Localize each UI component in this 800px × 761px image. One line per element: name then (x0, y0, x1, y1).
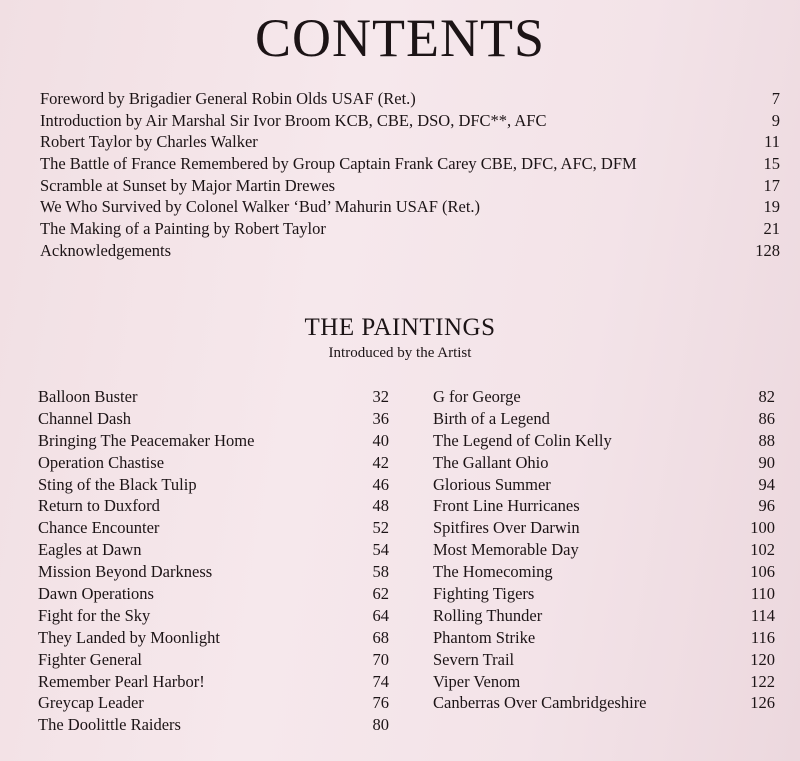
painting-page-number: 94 (758, 474, 775, 494)
entry-page-number: 19 (763, 197, 780, 217)
painting-entry (433, 517, 775, 539)
painting-page-number: 62 (372, 584, 389, 604)
painting-page-number: 114 (750, 605, 775, 625)
painting-title: Severn Trail (433, 649, 515, 669)
contents-entry (40, 175, 780, 197)
paintings-list-right (433, 386, 775, 714)
painting-entry (38, 474, 389, 496)
painting-page-number: 52 (372, 518, 389, 538)
painting-entry (38, 495, 389, 517)
painting-title: The Doolittle Raiders (38, 715, 181, 735)
painting-page-number: 76 (372, 693, 389, 713)
painting-entry (433, 627, 775, 649)
page-title: CONTENTS (255, 8, 545, 68)
entry-title: Scramble at Sunset by Major Martin Drewes (40, 175, 336, 195)
paintings-heading: THE PAINTINGS (304, 314, 496, 341)
contents-entry (40, 131, 780, 153)
painting-title: Phantom Strike (433, 627, 536, 647)
painting-title: Sting of the Black Tulip (38, 474, 197, 494)
painting-title: Remember Pearl Harbor! (38, 671, 205, 691)
painting-entry (433, 692, 775, 714)
painting-entry (38, 430, 389, 452)
painting-title: Operation Chastise (38, 452, 165, 472)
entry-page-number: 9 (771, 110, 780, 130)
painting-entry (433, 474, 775, 496)
painting-page-number: 54 (372, 540, 389, 560)
painting-entry (38, 671, 389, 693)
painting-title: The Homecoming (433, 562, 553, 582)
painting-entry (433, 605, 775, 627)
painting-entry (433, 539, 775, 561)
painting-page-number: 68 (372, 627, 389, 647)
painting-entry (433, 671, 775, 693)
painting-entry (38, 517, 389, 539)
painting-title: The Gallant Ohio (433, 452, 549, 472)
painting-title: They Landed by Moonlight (38, 627, 220, 647)
painting-title: Spitfires Over Darwin (433, 518, 580, 538)
painting-page-number: 82 (758, 387, 775, 406)
entry-page-number: 21 (763, 219, 780, 239)
painting-title: Channel Dash (38, 408, 132, 428)
painting-entry (433, 430, 775, 452)
entry-title: Foreword by Brigadier General Robin Olds USAF (Ret.) (40, 89, 416, 108)
painting-title: Eagles at Dawn (38, 540, 142, 560)
painting-page-number: 96 (758, 496, 775, 516)
painting-page-number: 48 (372, 496, 389, 516)
painting-page-number: 40 (372, 430, 389, 450)
painting-entry (38, 452, 389, 474)
entry-title: Acknowledgements (40, 240, 172, 260)
painting-title: Chance Encounter (38, 518, 160, 538)
contents-entry (40, 240, 780, 262)
painting-title: Glorious Summer (433, 474, 551, 494)
entry-title: Robert Taylor by Charles Walker (40, 132, 258, 152)
painting-entry (433, 649, 775, 671)
contents-entry (40, 218, 780, 240)
painting-title: Return to Duxford (38, 496, 160, 516)
contents-entry (40, 88, 780, 110)
painting-title: Mission Beyond Darkness (38, 562, 213, 582)
painting-page-number: 120 (750, 649, 775, 669)
painting-title: Fighting Tigers (433, 584, 535, 604)
painting-page-number: 64 (372, 605, 389, 625)
painting-title: Front Line Hurricanes (433, 496, 580, 516)
painting-page-number: 58 (372, 562, 389, 582)
painting-page-number: 116 (750, 627, 775, 647)
entry-title: The Making of a Painting by Robert Taylor (40, 219, 326, 239)
painting-entry (38, 605, 389, 627)
painting-page-number: 42 (372, 452, 389, 472)
painting-title: Most Memorable Day (433, 540, 579, 560)
entry-page-number: 128 (755, 240, 780, 260)
painting-entry (433, 408, 775, 430)
painting-page-number: 100 (750, 518, 775, 538)
painting-page-number: 90 (758, 452, 775, 472)
contents-entry (40, 153, 780, 175)
painting-entry (433, 452, 775, 474)
painting-page-number: 86 (758, 408, 775, 428)
intro-contents-list (40, 88, 780, 262)
painting-page-number: 46 (372, 474, 389, 494)
painting-entry (38, 408, 389, 430)
contents-entry (40, 196, 780, 218)
painting-title: Greycap Leader (38, 693, 144, 713)
painting-entry (38, 692, 389, 714)
entry-page-number: 7 (771, 89, 780, 108)
painting-entry (433, 583, 775, 605)
painting-page-number: 126 (750, 693, 775, 713)
painting-page-number: 70 (372, 649, 389, 669)
painting-title: Rolling Thunder (433, 605, 543, 625)
painting-entry (38, 561, 389, 583)
entry-page-number: 11 (764, 132, 780, 152)
painting-title: Fight for the Sky (38, 605, 151, 625)
painting-title: The Legend of Colin Kelly (433, 430, 612, 450)
painting-title: Dawn Operations (38, 584, 154, 604)
entry-title: The Battle of France Remembered by Group Captain Frank Carey CBE, DFC, AFC, DFM (40, 154, 637, 174)
painting-title: Fighter General (38, 649, 143, 669)
painting-entry (38, 386, 389, 408)
painting-entry (38, 627, 389, 649)
painting-entry (38, 714, 389, 736)
paintings-subheading: Introduced by the Artist (328, 345, 472, 361)
painting-entry (433, 386, 775, 408)
painting-entry (38, 583, 389, 605)
painting-page-number: 106 (750, 562, 775, 582)
painting-page-number: 36 (372, 408, 389, 428)
painting-entry (433, 495, 775, 517)
painting-title: Bringing The Peacemaker Home (38, 430, 255, 450)
painting-page-number: 110 (750, 584, 775, 604)
painting-page-number: 74 (372, 671, 389, 691)
painting-page-number: 88 (758, 430, 775, 450)
painting-page-number: 102 (750, 540, 775, 560)
painting-page-number: 32 (372, 387, 389, 406)
painting-title: G for George (433, 387, 521, 406)
painting-title: Balloon Buster (38, 387, 138, 406)
entry-page-number: 17 (763, 175, 780, 195)
painting-page-number: 80 (372, 715, 389, 735)
painting-title: Canberras Over Cambridgeshire (433, 693, 647, 713)
painting-entry (433, 561, 775, 583)
entry-title: We Who Survived by Colonel Walker ‘Bud’ Mahurin USAF (Ret.) (40, 197, 481, 217)
paintings-list-left (38, 386, 389, 736)
entry-page-number: 15 (763, 154, 780, 174)
contents-entry (40, 110, 780, 132)
painting-entry (38, 539, 389, 561)
painting-page-number: 122 (750, 671, 775, 691)
entry-title: Introduction by Air Marshal Sir Ivor Broom KCB, CBE, DSO, DFC**, AFC (40, 110, 547, 130)
painting-title: Birth of a Legend (433, 408, 550, 428)
painting-title: Viper Venom (433, 671, 521, 691)
painting-entry (38, 649, 389, 671)
